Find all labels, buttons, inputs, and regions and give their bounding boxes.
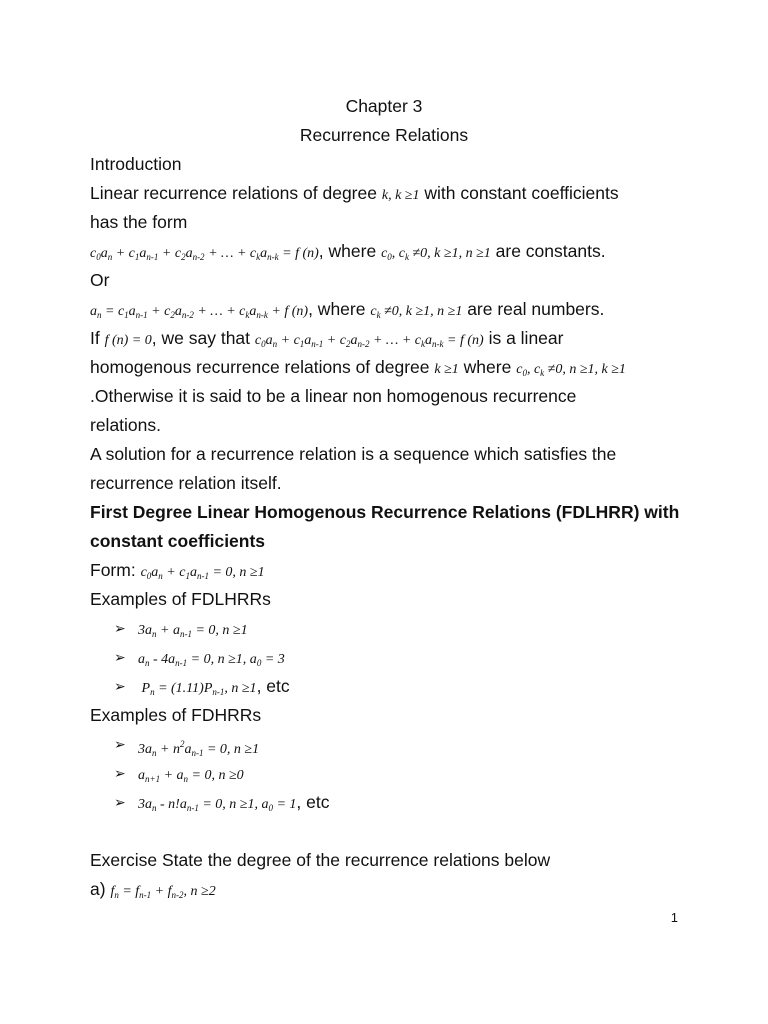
exercise-item: a) $f_n = f_{n-1} + f_{n-2}$, n ≥2 xyxy=(90,879,216,900)
list-item: $a_n - 4a_{n-1} = 0$, n ≥1, $a_0 = 3$ xyxy=(138,652,285,668)
paragraph-line: $c_0a_n + c_1a_{n-1} + c_2a_{n-2}$ + … + $c_ka_{n-k} = f$ (n), where $c_0$, $c_k \ne 0$, k ≥1, n ≥1 are constants. xyxy=(90,241,606,262)
arrow-bullet-icon: ➢ xyxy=(114,794,126,810)
math-condition: $c_0$, $c_k \ne 0$, k ≥1, n ≥1 xyxy=(381,246,491,262)
arrow-bullet-icon: ➢ xyxy=(114,678,126,694)
chapter-heading: Chapter 3 xyxy=(345,96,423,116)
paragraph-line: Linear recurrence relations of degree k, k ≥1 with constant coefficients xyxy=(90,183,619,203)
math-fn-zero: f (n) = 0 xyxy=(104,333,152,348)
math-condition: $c_0$, $c_k \ne 0$, n ≥1, k ≥1 xyxy=(516,362,626,378)
paragraph-line: Or xyxy=(90,270,110,290)
list-item: $a_{n+1} + a_n = 0$, n ≥0 xyxy=(138,768,244,784)
arrow-bullet-icon: ➢ xyxy=(114,765,126,781)
chapter-title: Recurrence Relations xyxy=(299,125,469,145)
paragraph-line: If f (n) = 0, we say that $c_0a_n + c_1a_{n-1} + c_2a_{n-2}$ + … + $c_ka_{n-k} = f$ (n) is a linear xyxy=(90,328,564,349)
paragraph-line: relations. xyxy=(90,415,162,435)
section-introduction: Introduction xyxy=(90,154,182,174)
arrow-bullet-icon: ➢ xyxy=(114,736,126,752)
paragraph-line: homogenous recurrence relations of degree k ≥1 where $c_0$, $c_k \ne 0$, n ≥1, k ≥1 xyxy=(90,357,626,378)
paragraph-line: .Otherwise it is said to be a linear non homogenous recurrence xyxy=(90,386,577,406)
list-item: $3a_n + a_{n-1} = 0$, n ≥1 xyxy=(138,623,248,639)
section-heading: First Degree Linear Homogenous Recurrence Relations (FDLHRR) with xyxy=(90,502,680,522)
exercise-heading: Exercise State the degree of the recurrence relations below xyxy=(90,850,551,870)
math-condition: $c_k \ne 0$, k ≥1, n ≥1 xyxy=(370,304,463,320)
math-general-form: $c_0a_n + c_1a_{n-1} + c_2a_{n-2}$ + … + $c_ka_{n-k} = f$ (n) xyxy=(90,246,319,262)
math-degree: k, k ≥1 xyxy=(381,188,420,203)
math-form: $c_0a_n + c_1a_{n-1} = 0$, n ≥1 xyxy=(140,565,265,581)
math-degree: k ≥1 xyxy=(434,362,459,377)
paragraph-line: recurrence relation itself. xyxy=(90,473,282,493)
section-heading: constant coefficients xyxy=(90,531,266,551)
subsection-heading: Examples of FDHRRs xyxy=(90,705,262,725)
arrow-bullet-icon: ➢ xyxy=(114,649,126,665)
math-general-form: $c_0a_n + c_1a_{n-1} + c_2a_{n-2}$ + … + $c_ka_{n-k} = f$ (n) xyxy=(254,333,484,349)
math-alt-form: $a_n = c_1a_{n-1} + c_2a_{n-2}$ + … + $c_ka_{n-k} + f$ (n) xyxy=(90,304,309,320)
subsection-heading: Examples of FDLHRRs xyxy=(90,589,271,609)
paragraph-line: Form: $c_0a_n + c_1a_{n-1} = 0$, n ≥1 xyxy=(90,560,265,581)
list-item: $3a_n + n^2a_{n-1} = 0$, n ≥1 xyxy=(138,739,260,758)
paragraph-line: $a_n = c_1a_{n-1} + c_2a_{n-2}$ + … + $c_ka_{n-k} + f$ (n), where $c_k \ne 0$, k ≥1, n ≥1 are real numbers. xyxy=(90,299,605,320)
paragraph-line: A solution for a recurrence relation is a sequence which satisfies the xyxy=(90,444,617,464)
list-item: $3a_n - n!a_{n-1} = 0$, n ≥1, $a_0 = 1$, etc xyxy=(138,792,330,813)
paragraph-line: has the form xyxy=(90,212,188,232)
page-number: 1 xyxy=(670,910,678,925)
arrow-bullet-icon: ➢ xyxy=(114,620,126,636)
list-item: $P_n = (1.11)P_{n-1}$, n ≥1, etc xyxy=(138,676,290,697)
